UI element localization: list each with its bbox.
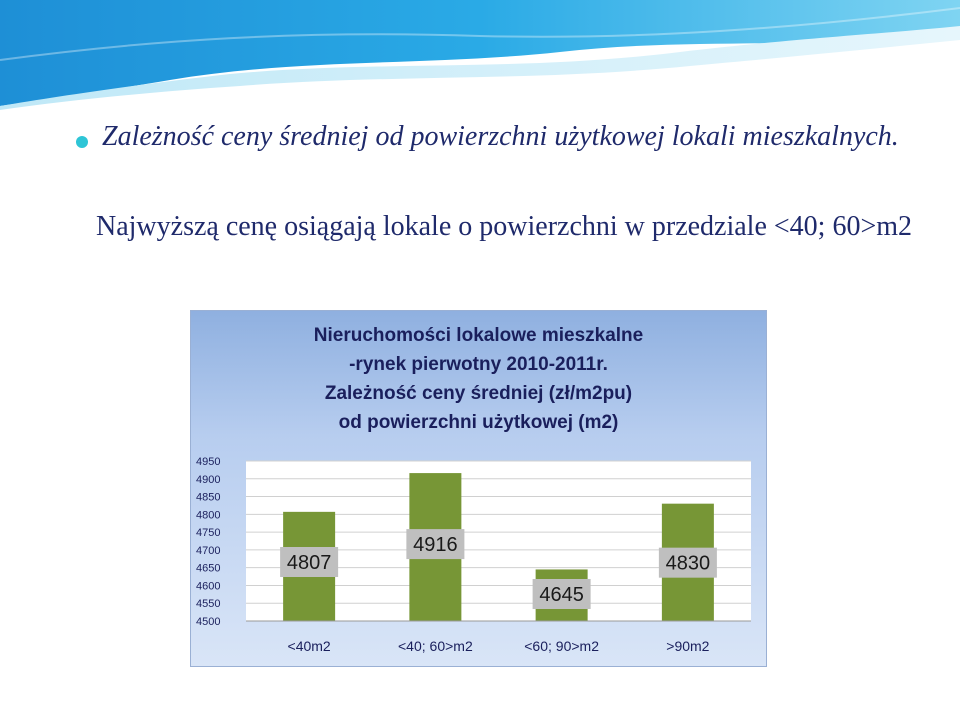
y-tick-label: 4800 bbox=[196, 509, 221, 522]
chart-plot bbox=[191, 311, 766, 666]
y-tick-label: 4850 bbox=[196, 491, 221, 504]
data-label: 4807 bbox=[286, 552, 332, 574]
data-label: 4830 bbox=[665, 552, 711, 575]
y-tick-label: 4700 bbox=[196, 544, 221, 557]
body-paragraph: Najwyższą cenę osiągają lokale o powierzchni w przedziale <40; 60>m2 bbox=[96, 211, 913, 242]
y-tick-label: 4900 bbox=[196, 473, 221, 486]
data-label: 4916 bbox=[413, 534, 458, 557]
bullet-dot-icon bbox=[76, 136, 88, 148]
bullet-text: Zależność ceny średniej od powierzchni użytkowej lokali mieszkalnych. bbox=[102, 121, 899, 152]
data-label: 4645 bbox=[539, 584, 584, 606]
y-tick-label: 4600 bbox=[196, 580, 221, 593]
y-tick-label: 4650 bbox=[196, 562, 221, 575]
bullet-point bbox=[76, 120, 936, 154]
x-category-label: >90m2 bbox=[666, 638, 710, 654]
y-tick-label: 4500 bbox=[196, 616, 221, 628]
y-tick-label: 4750 bbox=[196, 527, 221, 540]
header-wave-decoration bbox=[0, 0, 960, 110]
chart-title-line: Zależność ceny średniej (zł/m2pu) bbox=[324, 383, 633, 404]
x-category-label: <60; 90>m2 bbox=[524, 638, 599, 654]
y-tick-label: 4550 bbox=[196, 598, 221, 611]
chart-title-line: Nieruchomości lokalowe mieszkalne bbox=[313, 325, 644, 346]
x-category-label: <40m2 bbox=[287, 638, 331, 654]
chart-title-line: od powierzchni użytkowej (m2) bbox=[338, 412, 619, 433]
chart-title-line: -rynek pierwotny 2010-2011r. bbox=[349, 354, 608, 375]
x-category-label: <40; 60>m2 bbox=[398, 638, 473, 654]
y-tick-label: 4950 bbox=[196, 456, 221, 468]
bar-chart bbox=[190, 310, 767, 667]
